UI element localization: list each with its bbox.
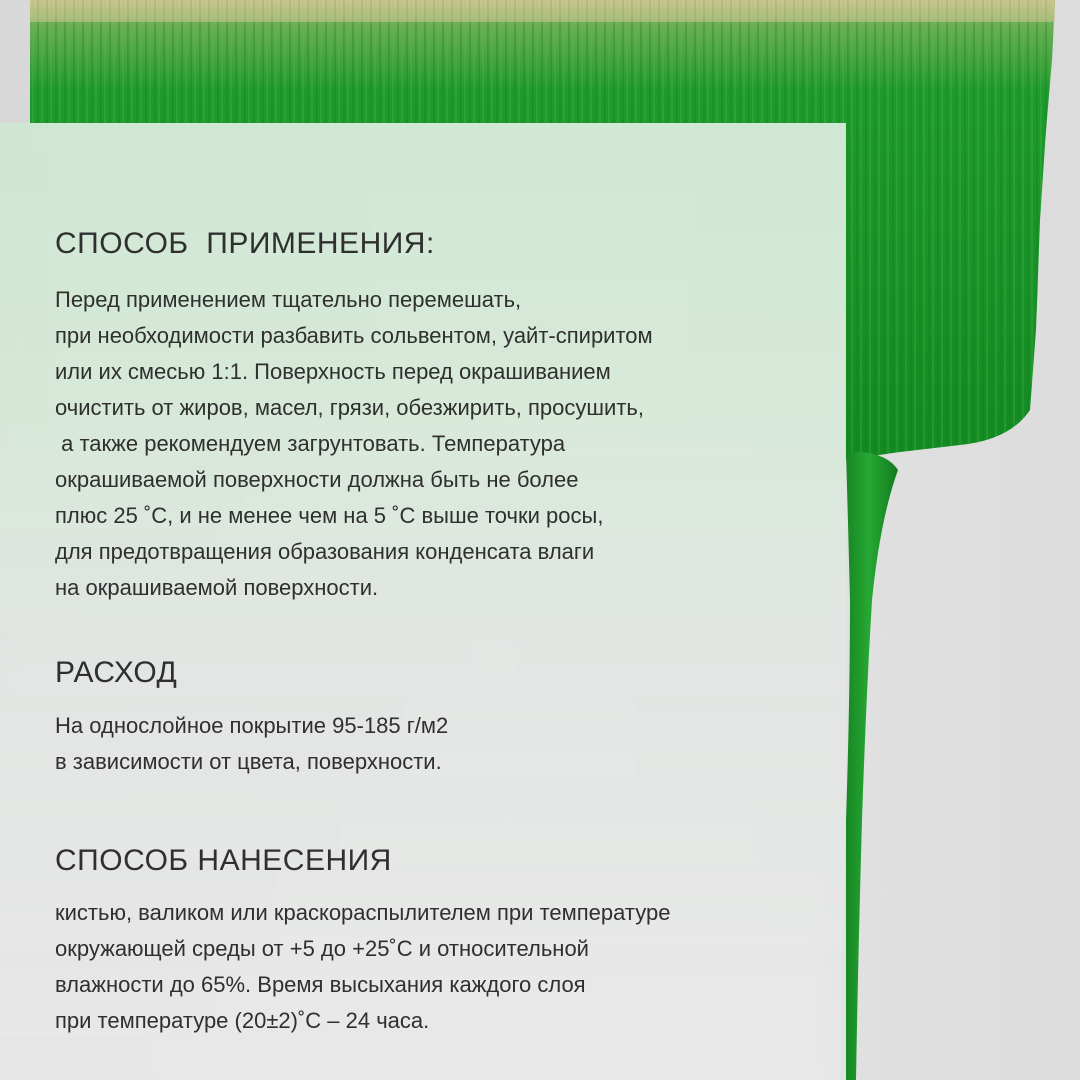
application-method-section	[55, 226, 826, 606]
body-line: а также рекомендуем загрунтовать. Температура	[55, 431, 566, 456]
paint-drip	[840, 452, 898, 1080]
body-line: очистить от жиров, масел, грязи, обезжирить, просушить,	[55, 395, 644, 420]
body-line: на окрашиваемой поверхности.	[55, 575, 379, 600]
section-body	[55, 895, 826, 1039]
body-line: при температуре (20±2)˚С – 24 часа.	[55, 1008, 430, 1033]
body-line: влажности до 65%. Время высыхания каждого слоя	[55, 972, 586, 997]
section-body	[55, 282, 826, 606]
body-line: для предотвращения образования конденсата влаги	[55, 539, 595, 564]
body-line: На однослойное покрытие 95-185 г/м2	[55, 713, 449, 738]
body-line: Перед применением тщательно перемешать,	[55, 287, 522, 312]
body-line: плюс 25 ˚С, и не менее чем на 5 ˚С выше точки росы,	[55, 503, 604, 528]
body-line: кистью, валиком или краскораспылителем при температуре	[55, 900, 671, 925]
section-heading: РАСХОД	[55, 656, 178, 689]
coating-method-section	[55, 843, 826, 1039]
consumption-section	[55, 655, 826, 780]
info-panel	[0, 123, 846, 1080]
section-body	[55, 708, 826, 780]
section-heading: СПОСОБ НАНЕСЕНИЯ	[55, 844, 392, 877]
body-line: или их смесью 1:1. Поверхность перед окрашиванием	[55, 359, 611, 384]
section-heading: СПОСОБ ПРИМЕНЕНИЯ:	[55, 227, 435, 260]
body-line: при необходимости разбавить сольвентом, уайт-спиритом	[55, 323, 653, 348]
body-line: окрашиваемой поверхности должна быть не более	[55, 467, 579, 492]
body-line: окружающей среды от +5 до +25˚С и относительной	[55, 936, 589, 961]
body-line: в зависимости от цвета, поверхности.	[55, 749, 442, 774]
